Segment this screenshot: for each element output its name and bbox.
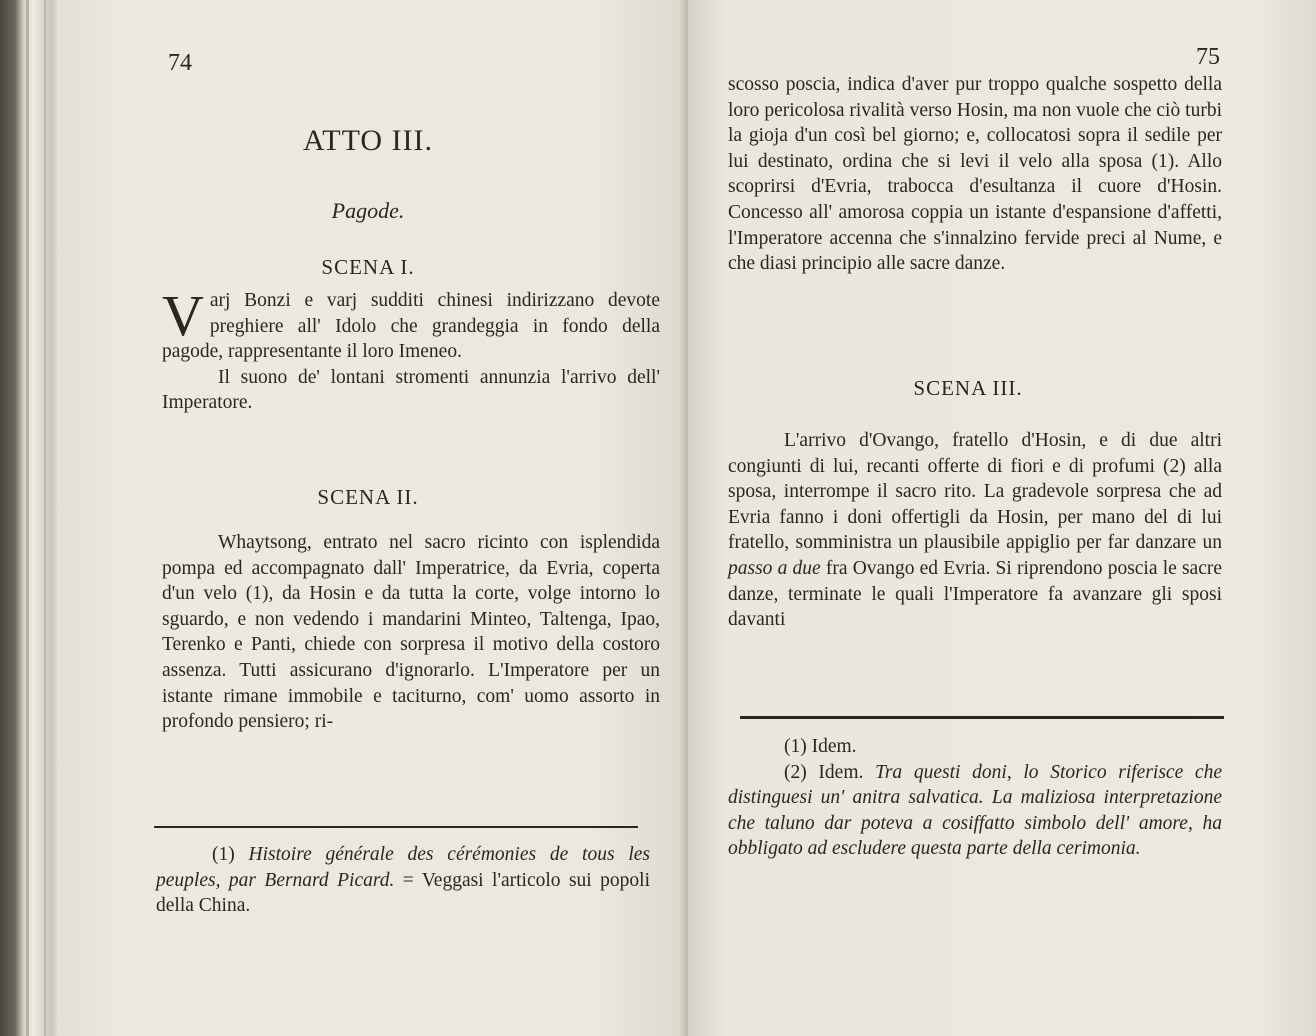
footnotes: (1) Idem. (2) Idem. Tra questi doni, lo Storico riferisce che distinguesi un' anitra salvatica. La maliziosa interpretazione che taluno dar poteva a cosiffatto simbolo dell' amore, ha obbligato ad escludere questa parte della cerimonia. — [728, 736, 1222, 860]
footnote-rule — [154, 826, 638, 828]
scene-title: SCENA I. — [321, 255, 415, 279]
left-page — [60, 0, 688, 1036]
book-page-edges — [0, 0, 60, 1036]
right-page — [688, 0, 1316, 1036]
continued-text: scosso poscia, indica d'aver pur troppo qualche sospetto della loro pericolosa rivalità verso Hosin, ma non vuole che ciò turbi la gioja d'un così bel giorno; e, collocatosi sopra il sedile per lui destinato, ordina che si levi il velo alla sposa (1). Allo scoprirsi d'Evria, trabocca d'esultanza il cuore d'Hosin. Concesso all' amorosa coppia un istante d'espansione d'affetti, l'Imperatore accenna che s'innalzino fervide preci al Nume, e che diasi principio alle sacre danze. — [728, 74, 1222, 275]
scene-text: L'arrivo d'Ovango, fratello d'Hosin, e di due altri congiunti di lui, recanti offerte di fiori e di profumi (2) alla sposa, interrompe il sacro rito. La gradevole sorpresa che ad Evria fanno i doni offertigli da Hosin, per mano del di lui fratello, somministra un plausibile appiglio per far danzare un passo a due fra Ovango ed Evria. Si riprendono poscia le sacre danze, terminate le quali l'Imperatore fa avanzare gli sposi davanti — [728, 430, 1222, 631]
scene-text: Whaytsong, entrato nel sacro ricinto con isplendida pompa ed accompagnato dall' Imperatrice, da Evria, coperta d'un velo (1), da Hosin e da tutta la corte, volge intorno lo sguardo, e non vedendo i mandarini Minteo, Taltenga, Ipao, Terenko e Panti, chiede con sorpresa il motivo della costoro assenza. Tutti assicurano d'ignorarlo. L'Imperatore per un istante rimane immobile e taciturno, com' uomo assorto in profondo pensiero; ri- — [162, 532, 660, 733]
scene-title: SCENA II. — [317, 485, 419, 509]
scene-text: Varj Bonzi e varj sudditi chinesi indirizzano devote preghiere all' Idolo che grandeggia in fondo della pagode, rappresentante il loro Imeneo. Il suono de' lontani stromenti annunzia l'arrivo dell' Imperatore. — [162, 283, 660, 414]
drop-cap: V — [162, 283, 204, 348]
footnote-rule — [740, 716, 1224, 719]
page-number: 74 — [168, 50, 192, 76]
page-number: 75 — [1196, 44, 1220, 70]
act-title: ATTO III. — [302, 124, 434, 157]
footnote: (1) Histoire générale des cérémonies de tous les peuples, par Bernard Picard. = Veggasi l'articolo sui popoli della China. — [156, 844, 650, 917]
scene-title: SCENA III. — [913, 376, 1023, 400]
setting-title: Pagode. — [331, 198, 405, 223]
